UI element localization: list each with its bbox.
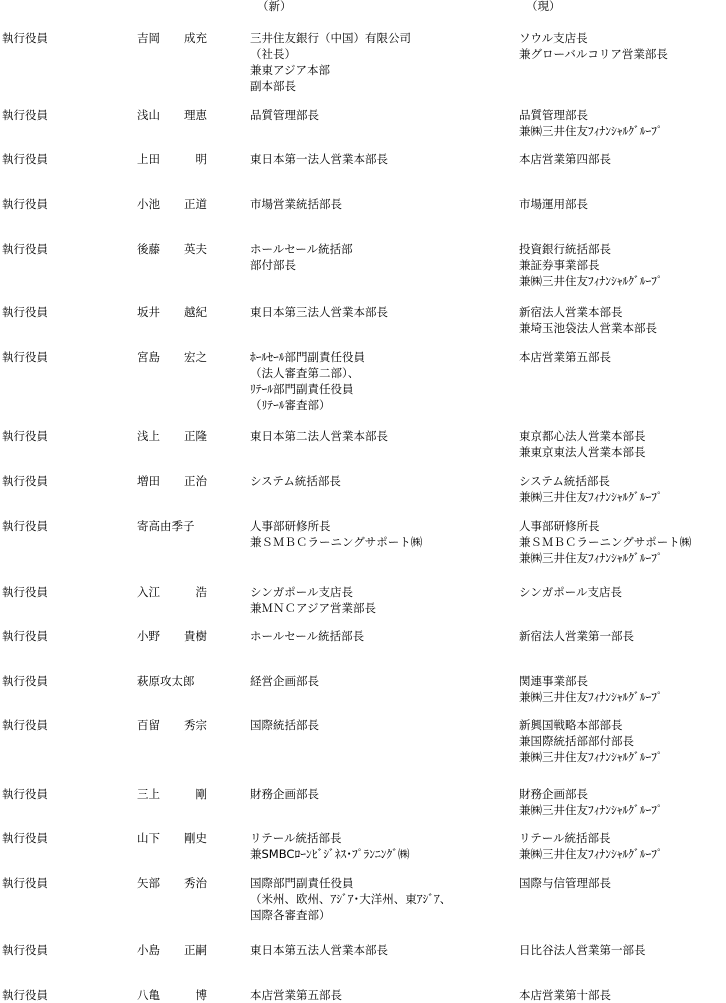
surname: 三上 — [137, 787, 160, 801]
current-position-line: 兼㈱三井住友ﾌｨﾅﾝｼｬﾙｸﾞﾙｰﾌﾟ — [519, 803, 663, 817]
current-position-line: 兼埼玉池袋法人営業本部長 — [519, 321, 657, 335]
current-position-line: 投資銀行統括部長 — [519, 242, 611, 256]
officer-title: 執行役員 — [2, 242, 48, 256]
current-position — [519, 830, 663, 862]
current-position — [519, 717, 663, 765]
given-name: 正道 — [184, 197, 207, 211]
current-position — [519, 241, 663, 289]
given-name: 正嗣 — [184, 943, 207, 957]
officer-title: 執行役員 — [2, 474, 48, 488]
new-position-line: リテール統括部長 — [250, 831, 342, 845]
current-position-line: 新宿法人営業本部長 — [519, 305, 623, 319]
current-position-line: システム統括部長 — [519, 474, 610, 488]
current-position — [519, 786, 663, 818]
new-position — [250, 349, 365, 413]
header-new: （新） — [257, 0, 292, 13]
new-position — [250, 717, 319, 733]
current-position-line: 国際与信管理部長 — [519, 876, 611, 890]
current-position — [519, 673, 663, 705]
given-name: 浩 — [195, 585, 207, 599]
current-position — [519, 473, 663, 505]
officer-title: 執行役員 — [2, 831, 48, 845]
surname: 宮島 — [137, 350, 160, 364]
new-position-line: 経営企画部長 — [250, 674, 319, 688]
new-position — [250, 241, 353, 273]
current-position-line: 日比谷法人営業第一部長 — [519, 943, 646, 957]
given-name: 剛史 — [184, 831, 207, 845]
current-position — [519, 584, 622, 600]
given-name: 越紀 — [184, 305, 207, 319]
officer-name — [137, 107, 207, 123]
new-position-line: 兼SMBCﾛｰﾝﾋﾞｼﾞﾈｽ･ﾌﾟﾗﾝﾆﾝｸﾞ㈱ — [250, 847, 410, 861]
officer-name — [137, 473, 207, 489]
surname: 吉岡 — [137, 31, 160, 45]
new-position-line: 市場営業統括部長 — [250, 197, 342, 211]
officer-name — [137, 717, 207, 733]
surname: 浅山 — [137, 108, 160, 122]
current-position-line: 兼㈱三井住友ﾌｨﾅﾝｼｬﾙｸﾞﾙｰﾌﾟ — [519, 274, 663, 288]
new-position-line: 三井住友銀行（中国）有限公司 — [250, 31, 411, 45]
given-name: 博 — [195, 988, 207, 1002]
current-position-line: 兼証券事業部長 — [519, 258, 600, 272]
current-position-line: 品質管理部長 — [519, 108, 588, 122]
current-position-line: 兼㈱三井住友ﾌｨﾅﾝｼｬﾙｸﾞﾙｰﾌﾟ — [519, 490, 663, 504]
surname: 上田 — [137, 152, 160, 166]
new-position — [250, 518, 422, 550]
officer-name — [137, 987, 207, 1003]
current-position-line: シンガポール支店長 — [519, 585, 622, 599]
current-position-line: 本店営業第五部長 — [519, 350, 611, 364]
new-position — [250, 196, 342, 212]
officer-title: 執行役員 — [2, 629, 48, 643]
officer-title: 執行役員 — [2, 674, 48, 688]
current-position — [519, 428, 646, 460]
current-position — [519, 349, 611, 365]
given-name: 秀治 — [184, 876, 207, 890]
current-position — [519, 196, 588, 212]
officer-title: 執行役員 — [2, 585, 48, 599]
new-position-line: （法人審査第二部）、 — [250, 366, 360, 380]
officer-title: 執行役員 — [2, 988, 48, 1002]
current-position-line: 関連事業部長 — [519, 674, 588, 688]
officer-name — [137, 30, 207, 46]
new-position — [250, 628, 364, 644]
officer-name — [137, 830, 207, 846]
current-position-line: 兼ＳＭＢＣラーニングサポート㈱ — [519, 535, 692, 549]
new-position — [250, 584, 376, 616]
new-position-line: 東日本第一法人営業本部長 — [250, 152, 388, 166]
surname: 百留 — [137, 718, 160, 732]
new-position-line: 兼ＭＮＣアジア営業部長 — [250, 601, 377, 615]
new-position-line: ﾎｰﾙｾｰﾙ部門副責任役員 — [250, 350, 365, 364]
surname: 坂井 — [137, 305, 160, 319]
officer-name — [137, 875, 207, 891]
new-position-line: 部付部長 — [250, 258, 296, 272]
officer-name — [137, 304, 207, 320]
new-position-line: 財務企画部長 — [250, 787, 319, 801]
given-name: 宏之 — [184, 350, 207, 364]
current-position-line: 新宿法人営業第一部長 — [519, 629, 634, 643]
given-name: 秀宗 — [184, 718, 207, 732]
new-position-line: 東日本第五法人営業本部長 — [250, 943, 388, 957]
officer-title: 執行役員 — [2, 718, 48, 732]
officer-name — [137, 673, 207, 689]
current-position-line: 兼㈱三井住友ﾌｨﾅﾝｼｬﾙｸﾞﾙｰﾌﾟ — [519, 551, 663, 565]
new-position — [250, 30, 411, 94]
given-name: 正治 — [184, 474, 207, 488]
given-name: 貴樹 — [184, 629, 207, 643]
current-position-line: 兼㈱三井住友ﾌｨﾅﾝｼｬﾙｸﾞﾙｰﾌﾟ — [519, 124, 663, 138]
surname: 入江 — [137, 585, 160, 599]
given-name: 明 — [195, 152, 207, 166]
officer-name — [137, 584, 207, 600]
surname: 浅上 — [137, 429, 160, 443]
officer-title: 執行役員 — [2, 787, 48, 801]
officer-title: 執行役員 — [2, 31, 48, 45]
current-position-line: 兼グローバルコリア営業部長 — [519, 47, 668, 61]
surname: 寄高由季子 — [137, 519, 195, 533]
officer-name — [137, 942, 207, 958]
surname: 八亀 — [137, 988, 160, 1002]
officer-name — [137, 241, 207, 257]
officer-name — [137, 628, 207, 644]
new-position-line: （ﾘﾃｰﾙ審査部） — [250, 398, 331, 412]
new-position — [250, 830, 409, 862]
current-position-line: 兼㈱三井住友ﾌｨﾅﾝｼｬﾙｸﾞﾙｰﾌﾟ — [519, 847, 663, 861]
current-position — [519, 942, 646, 958]
current-position-line: 兼㈱三井住友ﾌｨﾅﾝｼｬﾙｸﾞﾙｰﾌﾟ — [519, 750, 663, 764]
current-position-line: 兼東京東法人営業本部長 — [519, 445, 646, 459]
current-position-line: ソウル支店長 — [519, 31, 588, 45]
given-name: 成充 — [184, 31, 207, 45]
officer-title: 執行役員 — [2, 519, 48, 533]
new-position-line: 兼ＳＭＢＣラーニングサポート㈱ — [250, 535, 423, 549]
new-position-line: 国際各審査部） — [250, 908, 331, 922]
current-position — [519, 987, 611, 1003]
new-position-line: 東日本第三法人営業本部長 — [250, 305, 388, 319]
new-position — [250, 673, 319, 689]
given-name: 正隆 — [184, 429, 207, 443]
officer-title: 執行役員 — [2, 197, 48, 211]
new-position-line: 兼東アジア本部 — [250, 63, 331, 77]
officer-name — [137, 786, 207, 802]
current-position — [519, 518, 691, 566]
new-position-line: ﾘﾃｰﾙ部門副責任役員 — [250, 382, 354, 396]
current-position-line: 本店営業第四部長 — [519, 152, 611, 166]
surname: 小野 — [137, 629, 160, 643]
new-position — [250, 942, 388, 958]
surname: 小池 — [137, 197, 160, 211]
current-position-line: 新興国戦略本部部長 — [519, 718, 623, 732]
officer-title: 執行役員 — [2, 350, 48, 364]
new-position — [250, 875, 451, 923]
given-name: 剛 — [195, 787, 207, 801]
new-position-line: 東日本第二法人営業本部長 — [250, 429, 388, 443]
new-position-line: システム統括部長 — [250, 474, 341, 488]
officer-title: 執行役員 — [2, 108, 48, 122]
current-position-line: 兼国際統括部部付部長 — [519, 734, 634, 748]
new-position — [250, 987, 342, 1003]
given-name: 理恵 — [184, 108, 207, 122]
current-position-line: 財務企画部長 — [519, 787, 588, 801]
surname: 矢部 — [137, 876, 160, 890]
new-position-line: シンガポール支店長 — [250, 585, 353, 599]
current-position — [519, 151, 611, 167]
surname: 山下 — [137, 831, 160, 845]
officer-name — [137, 196, 207, 212]
current-position-line: リテール統括部長 — [519, 831, 611, 845]
officer-name — [137, 151, 207, 167]
new-position — [250, 107, 319, 123]
current-position — [519, 875, 611, 891]
officer-title: 執行役員 — [2, 429, 48, 443]
officer-title: 執行役員 — [2, 305, 48, 319]
current-position — [519, 304, 657, 336]
new-position-line: 品質管理部長 — [250, 108, 319, 122]
new-position — [250, 473, 341, 489]
surname: 増田 — [137, 474, 160, 488]
surname: 小島 — [137, 943, 160, 957]
officer-name — [137, 428, 207, 444]
officer-title: 執行役員 — [2, 943, 48, 957]
new-position — [250, 151, 388, 167]
given-name: 英夫 — [184, 242, 207, 256]
current-position — [519, 107, 663, 139]
new-position — [250, 428, 388, 444]
new-position — [250, 304, 388, 320]
new-position-line: 本店営業第五部長 — [250, 988, 342, 1002]
current-position-line: 本店営業第十部長 — [519, 988, 611, 1002]
new-position-line: （米州、欧州、ｱｼﾞｱ･大洋州、東ｱｼﾞｱ、 — [250, 892, 452, 906]
new-position-line: ホールセール統括部 — [250, 242, 353, 256]
current-position-line: 兼㈱三井住友ﾌｨﾅﾝｼｬﾙｸﾞﾙｰﾌﾟ — [519, 690, 663, 704]
new-position-line: （社長） — [250, 47, 296, 61]
new-position-line: 副本部長 — [250, 79, 296, 93]
new-position — [250, 786, 319, 802]
officer-title: 執行役員 — [2, 152, 48, 166]
officer-title: 執行役員 — [2, 876, 48, 890]
current-position-line: 人事部研修所長 — [519, 519, 600, 533]
current-position — [519, 30, 668, 62]
officer-name — [137, 349, 207, 365]
current-position-line: 市場運用部長 — [519, 197, 588, 211]
current-position-line: 東京都心法人営業本部長 — [519, 429, 646, 443]
new-position-line: 国際部門副責任役員 — [250, 876, 354, 890]
officer-name — [137, 518, 207, 534]
surname: 萩原攻太郎 — [137, 674, 195, 688]
new-position-line: ホールセール統括部長 — [250, 629, 365, 643]
current-position — [519, 628, 634, 644]
header-current: （現） — [526, 0, 561, 13]
surname: 後藤 — [137, 242, 160, 256]
new-position-line: 国際統括部長 — [250, 718, 319, 732]
new-position-line: 人事部研修所長 — [250, 519, 331, 533]
